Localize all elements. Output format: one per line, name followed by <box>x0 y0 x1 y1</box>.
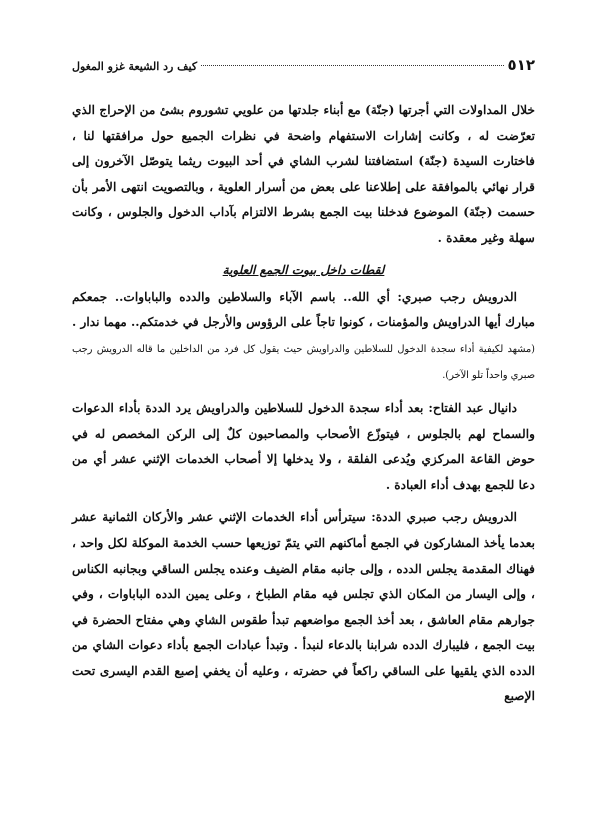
running-title: كيف رد الشيعة غزو المغول <box>72 60 198 73</box>
paragraph-4: الدرويش رجب صبري الددة: سيترأس أداء الخدمات الإثني عشر والأركان الثمانية عشر بعدما يأخذ المشاركون في الجمع أماكنهم التي يتمّ توزيعها حسب الخدمة الموكلة لكل واحد ، فهناك المقدمة يجلس الدده ، وإلى جانبه مقام الضيف وعنده يجلس الساقي وبجانبه الكناس ، وإلى اليسار من المكان الذي تجلس فيه مقام الطباخ ، وعلى يمين الدده الباباوات ، وفي جوارهم مقام العاشق ، بعد أخذ الجمع مواضعهم تبدأ طقوس الشاي وهي مفتاح الحضرة في بيت الجمع ، فليبارك الدده شرابنا بالدعاء لنبدأ . وتبدأ عبادات الجمع بأداء دعوات الشاي من الدده الذي يلقيها على الساقي راكعاً في حضرته ، وعليه أن يخفي إصبع القدم اليسرى تحت الإصبع <box>72 510 535 704</box>
page-number: ٥١٢ <box>507 56 535 74</box>
header-dotted-leader <box>201 64 503 66</box>
paragraph-2-main: الدرويش رجب صبري: أي الله.. باسم الآباء والسلاطين والدده والباباوات.. جمعكم مبارك أيها الدراويش والمؤمنات ، كونوا تاجاً على الرؤوس والأرجل في خدمتكم.. مهما ندار . <box>72 289 535 330</box>
paragraph-2-note: (مشهد لكيفية أداء سجدة الدخول للسلاطين والدراويش حيث يقول كل فرد من الداخلين ما قاله الدرويش رجب صبري واحداً تلو الآخر). <box>72 343 535 382</box>
page-header <box>72 56 535 76</box>
section-title: لقطات داخل بيوت الجمع العلوية <box>222 262 385 277</box>
paragraph-3: دانيال عبد الفتاح: بعد أداء سجدة الدخول للسلاطين والدراويش يرد الددة بأداء الدعوات والسماح لهم بالجلوس ، فيتوزّع الأصحاب والمصاحبون كلٌ إلى الركن المخصص له في حوض القاعة المركزي ويُدعى الفلقة ، ولا يدخلها إلا أصحاب الخدمات الإثني عشر أي من دعا للجمع بهدف أداء العبادة . <box>72 400 535 492</box>
paragraph-2 <box>72 285 535 389</box>
page-body <box>72 98 535 710</box>
paragraph-1: خلال المداولات التي أجرتها (جنّة) مع أبناء جلدتها من علويي تشوروم بشئ من الإحراج الذي تعرّضت له ، وكانت إشارات الاستفهام واضحة في نظرات الجميع حول مرافقتها لنا ، فاختارت السيدة (جنّة) استضافتنا لشرب الشاي في أحد البيوت ريثما يتوصّل الآخرون إلى قرار نهائي بالموافقة على إطلاعنا على بعض من أسرار العلوية ، وبالتصويت انتهى الأمر بأن حسمت (جنّة) الموضوع فدخلنا بيت الجمع بشرط الالتزام بآداب الدخول والجلوس ، وكانت سهلة وغير معقدة . <box>72 103 535 245</box>
